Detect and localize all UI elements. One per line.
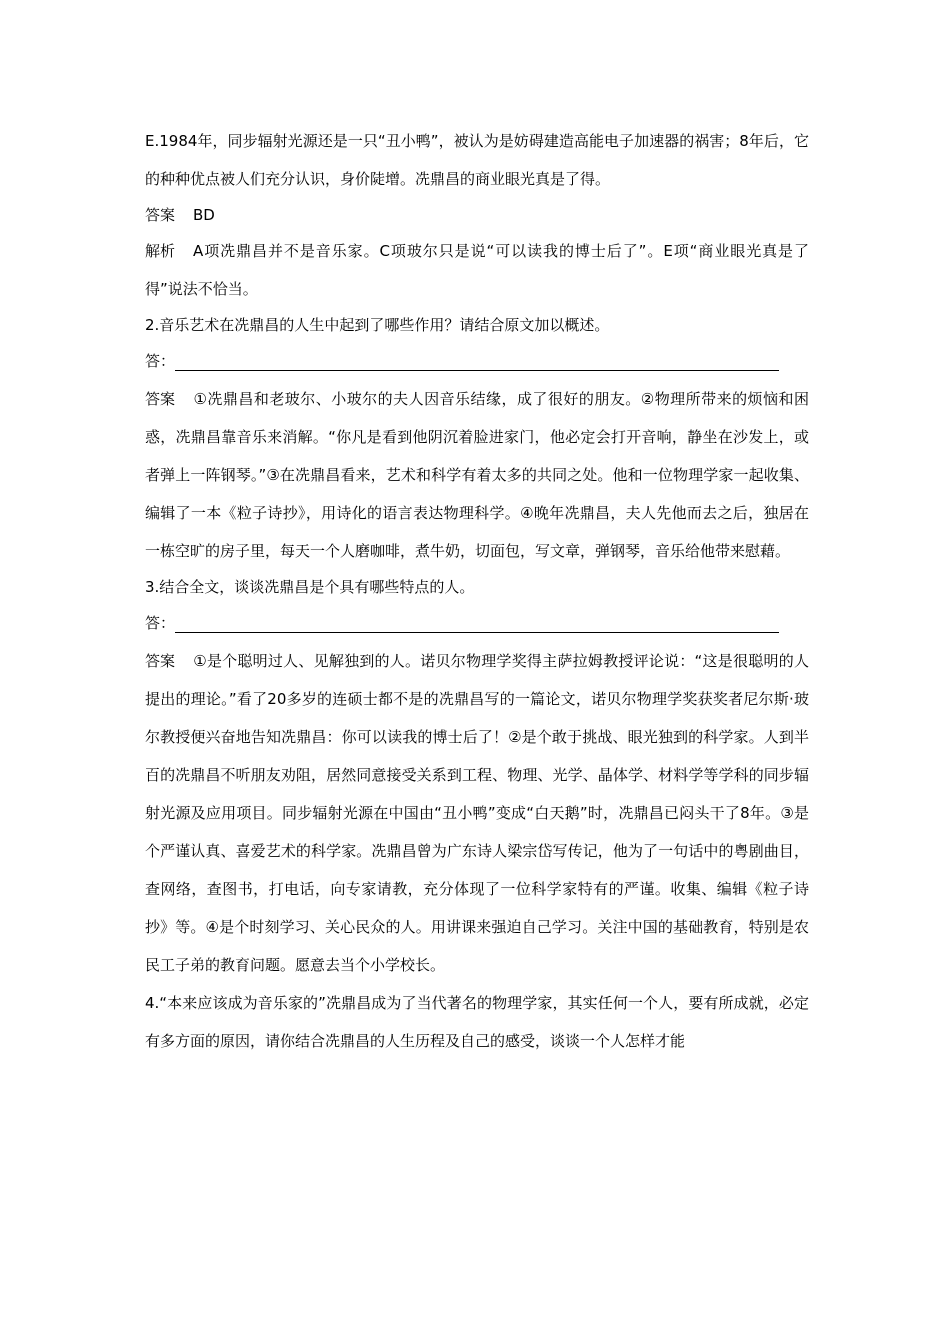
q1-answer xyxy=(145,198,809,232)
question-3: 3.结合全文，谈谈冼鼎昌是个具有哪些特点的人。 xyxy=(145,578,475,596)
option-e-text: E.1984年，同步辐射光源还是一只“丑小鸭”，被认为是妨碍建造高能电子加速器的祸害；8年后，它的种种优点被人们充分认识，身价陡增。冼鼎昌的商业眼光真是了得。 xyxy=(145,132,809,188)
answer-underline xyxy=(175,370,779,371)
answer-value: BD xyxy=(193,206,215,224)
reply-label: 答： xyxy=(145,352,176,370)
question-2: 2.音乐艺术在冼鼎昌的人生中起到了哪些作用？请结合原文加以概述。 xyxy=(145,316,610,334)
question-4: 4.“本来应该成为音乐家的”冼鼎昌成为了当代著名的物理学家，其实任何一个人，要有所成就，必定有多方面的原因，请你结合冼鼎昌的人生历程及自己的感受，谈谈一个人怎样才能 xyxy=(145,994,809,1050)
answer-label: 答案 xyxy=(145,390,176,408)
document-page xyxy=(145,122,809,1060)
q3-answer-field[interactable] xyxy=(145,604,809,642)
reply-label: 答： xyxy=(145,614,176,632)
q1-analysis xyxy=(145,232,809,308)
q3-answer xyxy=(145,642,809,984)
answer-text: ①冼鼎昌和老玻尔、小玻尔的夫人因音乐结缘，成了很好的朋友。②物理所带来的烦恼和困惑，冼鼎昌靠音乐来消解。“你凡是看到他阴沉着脸进家门，他必定会打开音响，静坐在沙发上，或者弹上一阵钢琴。”③在冼鼎昌看来，艺术和科学有着太多的共同之处。他和一位物理学家一起收集、编辑了一本《粒子诗抄》，用诗化的语言表达物理科学。④晚年冼鼎昌，夫人先他而去之后，独居在一栋空旷的房子里，每天一个人磨咖啡，煮牛奶，切面包，写文章，弹钢琴，音乐给他带来慰藉。 xyxy=(145,390,809,560)
q2-answer xyxy=(145,380,809,570)
answer-underline xyxy=(175,632,779,633)
answer-label: 答案 xyxy=(145,206,176,224)
analysis-text: A项冼鼎昌并不是音乐家。C项玻尔只是说“可以读我的博士后了”。E项“商业眼光真是了得”说法不恰当。 xyxy=(145,242,809,298)
q2-answer-field[interactable] xyxy=(145,342,809,380)
answer-text: ①是个聪明过人、见解独到的人。诺贝尔物理学奖得主萨拉姆教授评论说：“这是很聪明的人提出的理论。”看了20多岁的连硕士都不是的冼鼎昌写的一篇论文，诺贝尔物理学奖获奖者尼尔斯·玻尔教授便兴奋地告知冼鼎昌：你可以读我的博士后了！②是个敢于挑战、眼光独到的科学家。人到半百的冼鼎昌不听朋友劝阻，居然同意接受关系到工程、物理、光学、晶体学、材料学等学科的同步辐射光源及应用项目。同步辐射光源在中国由“丑小鸭”变成“白天鹅”时，冼鼎昌已闷头干了8年。③是个严谨认真、喜爱艺术的科学家。冼鼎昌曾为广东诗人梁宗岱写传记，他为了一句话中的粤剧曲目，查网络，查图书，打电话，向专家请教，充分体现了一位科学家特有的严谨。收集、编辑《粒子诗抄》等。④是个时刻学习、关心民众的人。用讲课来强迫自己学习。关注中国的基础教育，特别是农民工子弟的教育问题。愿意去当个小学校长。 xyxy=(145,652,809,974)
analysis-label: 解析 xyxy=(145,242,176,260)
answer-label: 答案 xyxy=(145,652,176,670)
